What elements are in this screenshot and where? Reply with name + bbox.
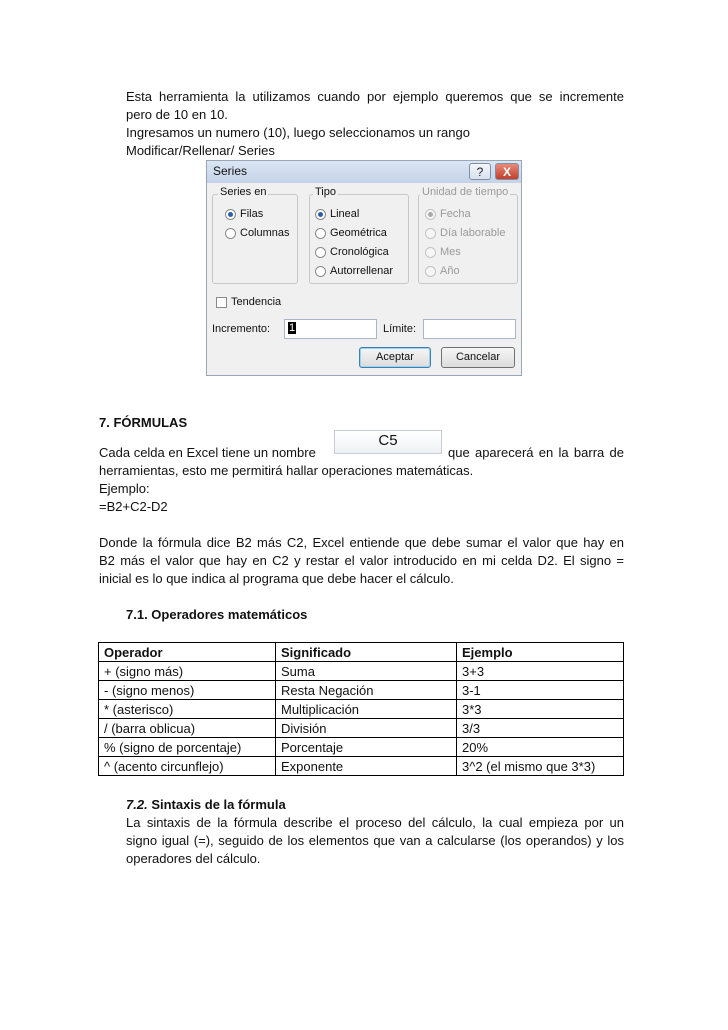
radio-filas-label: Filas [240,208,264,220]
section-7-p2-line1: Donde la fórmula dice B2 más C2, Excel entiende que debe sumar el valor que hay en [99,535,624,550]
unidad-tiempo-label: Unidad de tiempo [422,186,509,198]
radio-fecha-indicator [425,209,436,220]
tendencia-checkbox-box [216,297,227,308]
close-button[interactable]: X [495,163,519,180]
cell-significado: Suma [276,662,457,681]
section-7-p2-line2: B2 más el valor que hay en C2 y restar el valor introducido en mi celda D2. El signo = [99,553,624,568]
table-row [99,757,624,776]
section-7-p1-end: que aparecerá en la barra de [448,445,624,460]
limite-input[interactable] [423,319,516,339]
example-formula: =B2+C2-D2 [99,499,168,514]
radio-cronologica[interactable] [315,246,389,258]
radio-mes [425,246,461,258]
section-7-p1-line2: herramientas, esto me permitirá hallar operaciones matemáticas. [99,463,474,478]
radio-ano-indicator [425,266,436,277]
section-7-p2-line3: inicial es lo que indica al programa que debe hacer el cálculo. [99,571,454,586]
radio-mes-label: Mes [440,246,461,258]
section-7-2-title: Sintaxis de la fórmula [151,797,286,812]
radio-cronologica-label: Cronológica [330,246,389,258]
intro-line-4: Modificar/Rellenar/ Series [126,143,275,158]
table-row [99,681,624,700]
cell-ejemplo: 3/3 [457,719,624,738]
radio-autorrellenar-label: Autorrellenar [330,265,393,277]
intro-line-2: pero de 10 en 10. [126,107,228,122]
cell-operador: % (signo de porcentaje) [99,738,276,757]
header-operador: Operador [99,643,276,662]
radio-filas[interactable] [225,208,263,220]
cell-significado: Resta Negación [276,681,457,700]
section-7-2-heading [126,796,286,814]
cell-significado: División [276,719,457,738]
table-row [99,719,624,738]
tendencia-checkbox[interactable] [216,296,281,308]
cell-ejemplo: 3-1 [457,681,624,700]
cell-significado: Exponente [276,757,457,776]
radio-columnas[interactable] [225,227,290,239]
table-row [99,738,624,757]
radio-fecha [425,208,471,220]
cell-operador: - (signo menos) [99,681,276,700]
cell-operador: * (asterisco) [99,700,276,719]
cell-ejemplo: 20% [457,738,624,757]
cancel-button[interactable]: Cancelar [441,347,515,368]
radio-autorrellenar-indicator [315,266,326,277]
radio-geometrica[interactable] [315,227,387,239]
section-7-1-heading: 7.1. Operadores matemáticos [126,607,308,622]
series-en-label: Series en [220,186,267,198]
cell-significado: Multiplicación [276,700,457,719]
cell-significado: Porcentaje [276,738,457,757]
incremento-label: Incremento: [212,323,271,335]
header-significado: Significado [276,643,457,662]
intro-line-3: Ingresamos un numero (10), luego seleccionamos un rango [126,125,470,140]
operators-table [98,642,624,776]
table-header-row [99,643,624,662]
intro-line-1: Esta herramienta la utilizamos cuando por ejemplo queremos que se incremente [126,89,624,104]
cell-ejemplo: 3+3 [457,662,624,681]
radio-ano-label: Año [440,265,460,277]
cell-operador: + (signo más) [99,662,276,681]
incremento-input[interactable] [284,319,377,339]
section-7-2-number: 7.2. [126,797,148,812]
radio-mes-indicator [425,247,436,258]
cell-operador: ^ (acento circunflejo) [99,757,276,776]
radio-dia-laborable [425,227,505,239]
section-7-2-line1: La sintaxis de la fórmula describe el proceso del cálculo, la cual empieza por un [126,815,624,830]
section-7-2-line2: signo igual (=), seguido de los elementos que van a calcularse (los operandos) y los [126,833,624,848]
section-7-p1-start: Cada celda en Excel tiene un nombre [99,445,316,460]
radio-cronologica-indicator [315,247,326,258]
radio-dia-laborable-indicator [425,228,436,239]
limite-label: Límite: [383,323,417,335]
table-row [99,662,624,681]
series-dialog [206,160,522,376]
radio-fecha-label: Fecha [440,208,471,220]
radio-filas-indicator [225,209,236,220]
radio-dia-laborable-label: Día laborable [440,227,506,239]
radio-autorrellenar[interactable] [315,265,393,277]
example-label: Ejemplo: [99,481,150,496]
incremento-value: 1 [289,322,296,334]
dialog-title: Series [213,164,248,178]
accept-button[interactable]: Aceptar [359,347,431,368]
radio-columnas-label: Columnas [240,227,290,239]
tipo-label: Tipo [315,186,336,198]
radio-geometrica-indicator [315,228,326,239]
radio-lineal[interactable] [315,208,359,220]
cell-operador: / (barra oblicua) [99,719,276,738]
radio-lineal-indicator [315,209,326,220]
header-ejemplo: Ejemplo [457,643,624,662]
help-button[interactable]: ? [469,163,491,180]
radio-columnas-indicator [225,228,236,239]
radio-lineal-label: Lineal [330,208,360,220]
cell-ejemplo: 3*3 [457,700,624,719]
dialog-title-bar [207,161,521,183]
section-7-2-line3: operadores del cálculo. [126,851,261,866]
radio-ano [425,265,460,277]
radio-geometrica-label: Geométrica [330,227,387,239]
tendencia-label: Tendencia [231,296,282,308]
cell-ejemplo: 3^2 (el mismo que 3*3) [457,757,624,776]
cell-name-box: C5 [334,430,442,454]
section-7-heading: 7. FÓRMULAS [99,415,188,430]
table-row [99,700,624,719]
